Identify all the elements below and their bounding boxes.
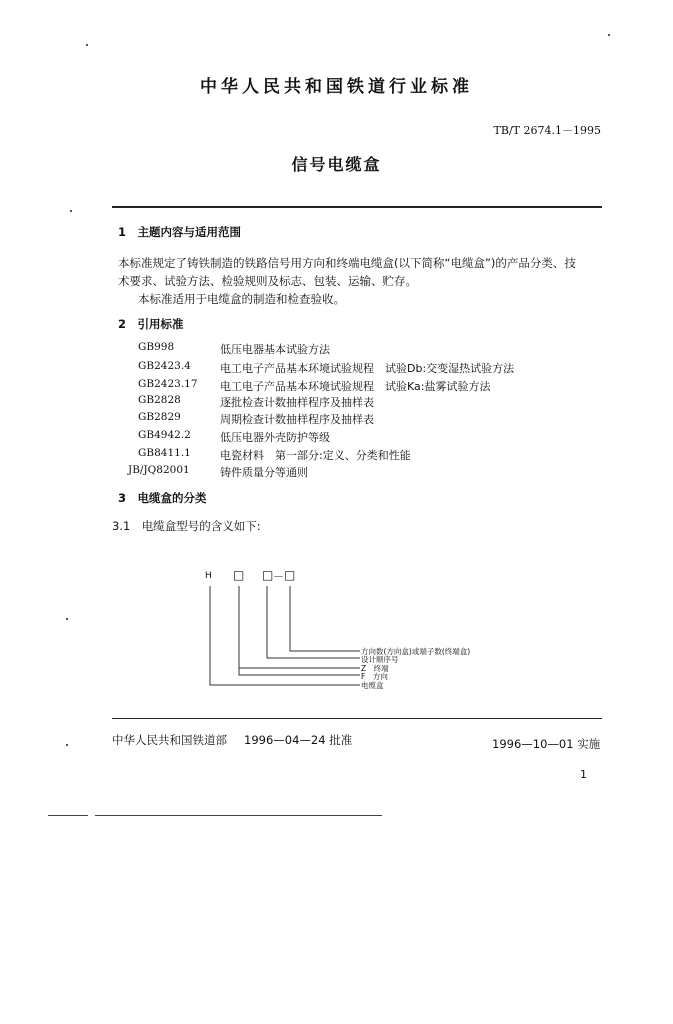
- reference-code: GB2423.17: [138, 378, 198, 390]
- reference-code: GB8411.1: [138, 447, 191, 459]
- reference-code: GB2828: [138, 394, 181, 406]
- reference-code: GB2423.4: [138, 360, 191, 372]
- page-number: 1: [580, 768, 587, 781]
- diagram-label-cable-box: 电缆盒: [361, 681, 384, 690]
- scan-cut-line: [95, 815, 382, 816]
- diagram-label-direction: F 方向: [361, 672, 388, 681]
- implementation-date: 1996—10—01 实施: [492, 737, 601, 751]
- reference-title: 电工电子产品基本环境试验规程 试验Ka:盐雾试验方法: [220, 380, 491, 393]
- reference-code: GB2829: [138, 411, 181, 423]
- diagram-code-h: H: [205, 571, 212, 581]
- diagram-box-3: □: [284, 568, 296, 582]
- diagram-label-design-seq: 设计顺序号: [361, 655, 399, 664]
- reference-code: GB998: [138, 341, 175, 353]
- approval-date: 1996—04—24 批准: [244, 733, 353, 747]
- section-2-heading: 2 引用标准: [118, 317, 184, 331]
- diagram-dash: －: [273, 570, 284, 583]
- section-1-heading: 1 主题内容与适用范围: [118, 225, 242, 239]
- section-1-paragraph-line-1: 本标准规定了铸铁制造的铁路信号用方向和终端电缆盒(以下简称“电缆盒”)的产品分类、技: [118, 256, 576, 270]
- document-title: 信号电缆盒: [291, 155, 382, 174]
- scan-speck: [66, 744, 68, 746]
- reference-code: GB4942.2: [138, 429, 191, 441]
- standard-code: TB/T 2674.1－1995: [493, 124, 601, 137]
- section-1-paragraph-line-2: 术要求、试验方法、检验规则及标志、包装、运输、贮存。: [118, 274, 417, 288]
- reference-code: JB/JQ82001: [128, 464, 190, 476]
- reference-title: 电工电子产品基本环境试验规程 试验Db:交变湿热试验方法: [220, 362, 515, 375]
- section-3-1-text: 3.1 电缆盒型号的含义如下:: [112, 519, 261, 533]
- reference-title: 铸件质量分等通则: [220, 466, 308, 479]
- issuing-authority: 中华人民共和国铁道部: [112, 733, 227, 747]
- scan-speck: [70, 210, 72, 212]
- reference-title: 逐批检查计数抽样程序及抽样表: [220, 396, 374, 409]
- footer-rule: [112, 718, 602, 719]
- section-1-paragraph-2: 本标准适用于电缆盒的制造和检查验收。: [138, 292, 345, 306]
- section-3-heading: 3 电缆盒的分类: [118, 491, 207, 505]
- diagram-label-count: 方向数(方向盒)或端子数(终端盒): [361, 647, 471, 656]
- diagram-label-terminal: Z 终端: [361, 664, 389, 673]
- reference-title: 低压电器基本试验方法: [220, 343, 330, 356]
- reference-title: 电瓷材料 第一部分:定义、分类和性能: [220, 449, 411, 462]
- scan-speck: [608, 34, 610, 36]
- reference-title: 周期检查计数抽样程序及抽样表: [220, 413, 374, 426]
- scan-speck: [66, 618, 68, 620]
- scan-speck: [86, 44, 88, 46]
- diagram-box-1: □: [233, 568, 245, 582]
- standard-category-title: 中华人民共和国铁道行业标准: [200, 77, 473, 97]
- diagram-box-2: □: [262, 568, 274, 582]
- scan-cut-line: [48, 815, 88, 816]
- reference-title: 低压电器外壳防护等级: [220, 431, 330, 444]
